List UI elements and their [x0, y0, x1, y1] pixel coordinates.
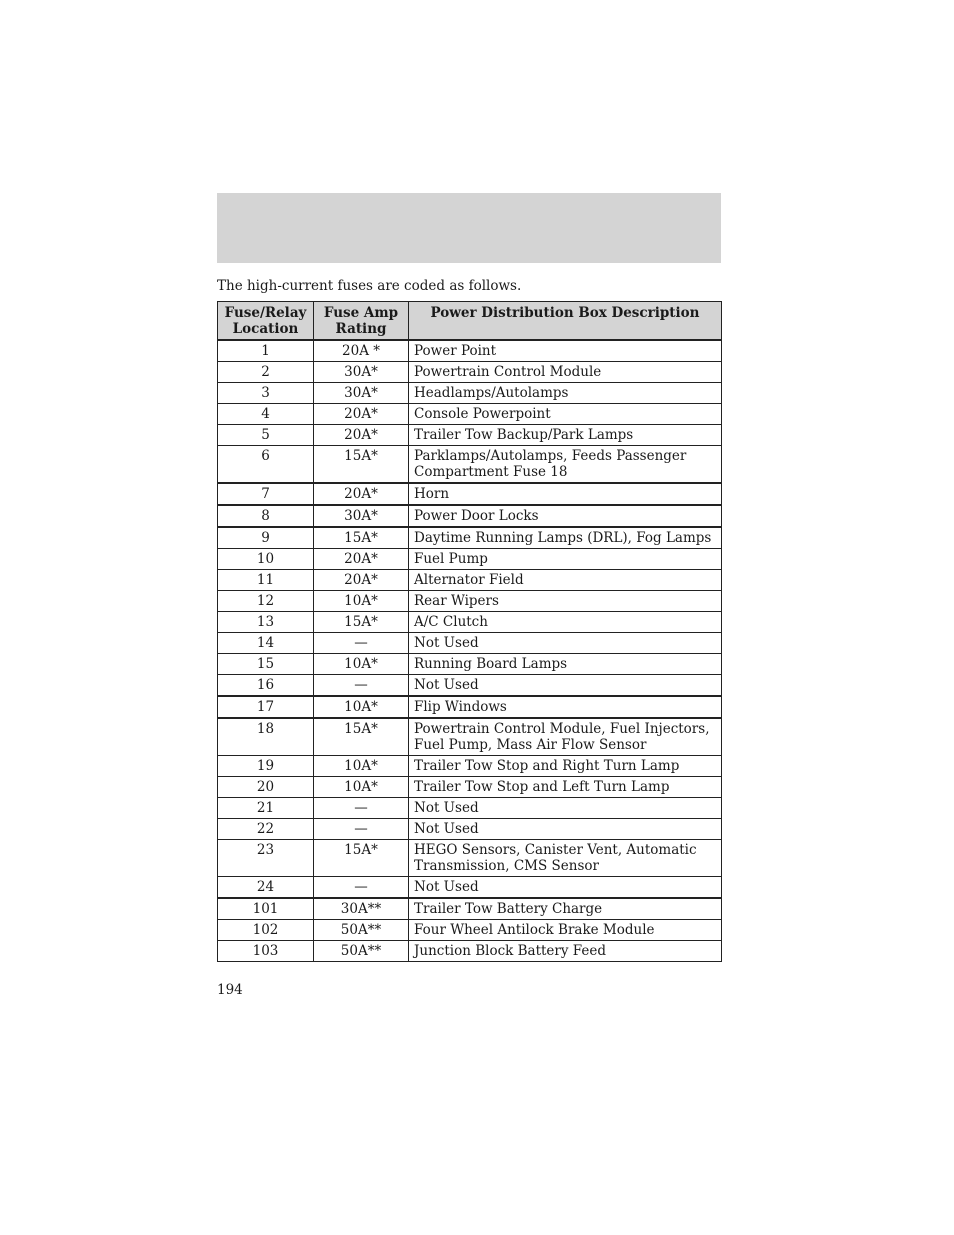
fuse-description-cell: Parklamps/Autolamps, Feeds Passenger Compartment Fuse 18 — [409, 446, 722, 484]
fuse-location-cell: 15 — [218, 654, 314, 675]
fuse-description-cell: Flip Windows — [409, 696, 722, 718]
fuse-location-cell: 22 — [218, 819, 314, 840]
fuse-description-cell: Headlamps/Autolamps — [409, 383, 722, 404]
fuse-description-cell: A/C Clutch — [409, 612, 722, 633]
fuse-amp-cell: 30A* — [314, 362, 409, 383]
fuse-description-cell: Running Board Lamps — [409, 654, 722, 675]
fuse-amp-cell: 20A* — [314, 425, 409, 446]
fuse-amp-cell: 20A* — [314, 570, 409, 591]
header-location — [218, 302, 314, 341]
fuse-description-cell: Horn — [409, 483, 722, 505]
table-row — [218, 425, 722, 446]
table-header-row — [218, 302, 722, 341]
fuse-amp-cell: 20A * — [314, 340, 409, 362]
fuse-amp-cell: — — [314, 798, 409, 819]
fuse-location-cell: 8 — [218, 505, 314, 527]
fuse-location-cell: 10 — [218, 549, 314, 570]
table-row — [218, 798, 722, 819]
fuse-amp-cell: 20A* — [314, 483, 409, 505]
fuse-description-cell: Power Point — [409, 340, 722, 362]
fuse-table — [217, 301, 722, 962]
fuse-location-cell: 2 — [218, 362, 314, 383]
fuse-amp-cell: 20A* — [314, 404, 409, 425]
fuse-amp-cell: 15A* — [314, 718, 409, 756]
fuse-location-cell: 13 — [218, 612, 314, 633]
table-row — [218, 483, 722, 505]
fuse-description-cell: Daytime Running Lamps (DRL), Fog Lamps — [409, 527, 722, 549]
fuse-description-cell: Trailer Tow Stop and Right Turn Lamp — [409, 756, 722, 777]
fuse-amp-cell: — — [314, 633, 409, 654]
fuse-location-cell: 1 — [218, 340, 314, 362]
fuse-location-cell: 18 — [218, 718, 314, 756]
fuse-description-cell: Powertrain Control Module — [409, 362, 722, 383]
fuse-location-cell: 102 — [218, 920, 314, 941]
fuse-location-cell: 24 — [218, 877, 314, 899]
fuse-location-cell: 19 — [218, 756, 314, 777]
fuse-location-cell: 21 — [218, 798, 314, 819]
fuse-amp-cell: 10A* — [314, 696, 409, 718]
table-row — [218, 840, 722, 877]
fuse-description-cell: Junction Block Battery Feed — [409, 941, 722, 962]
fuse-location-cell: 16 — [218, 675, 314, 697]
fuse-description-cell: Not Used — [409, 819, 722, 840]
table-row — [218, 654, 722, 675]
fuse-location-cell: 23 — [218, 840, 314, 877]
fuse-amp-cell: — — [314, 819, 409, 840]
fuse-table-body — [218, 340, 722, 962]
fuse-description-cell: Rear Wipers — [409, 591, 722, 612]
table-row — [218, 920, 722, 941]
fuse-location-cell: 12 — [218, 591, 314, 612]
table-row — [218, 633, 722, 654]
fuse-amp-cell: 10A* — [314, 654, 409, 675]
fuse-amp-cell: 15A* — [314, 527, 409, 549]
fuse-amp-cell: 15A* — [314, 840, 409, 877]
table-row — [218, 675, 722, 697]
header-amp-line1: Fuse Amp — [323, 305, 399, 321]
fuse-description-cell: Powertrain Control Module, Fuel Injectors, Fuel Pump, Mass Air Flow Sensor — [409, 718, 722, 756]
fuse-description-cell: Power Door Locks — [409, 505, 722, 527]
table-row — [218, 941, 722, 962]
fuse-description-cell: Alternator Field — [409, 570, 722, 591]
fuse-description-cell: Not Used — [409, 633, 722, 654]
fuse-amp-cell: — — [314, 675, 409, 697]
table-row — [218, 819, 722, 840]
header-description: Power Distribution Box Description — [409, 302, 722, 341]
header-location-line1: Fuse/Relay — [224, 305, 307, 321]
fuse-description-cell: Console Powerpoint — [409, 404, 722, 425]
fuse-amp-cell: 30A* — [314, 505, 409, 527]
fuse-location-cell: 14 — [218, 633, 314, 654]
fuse-amp-cell: 50A** — [314, 941, 409, 962]
table-row — [218, 383, 722, 404]
fuse-location-cell: 4 — [218, 404, 314, 425]
fuse-amp-cell: 15A* — [314, 446, 409, 484]
table-row — [218, 898, 722, 920]
table-row — [218, 777, 722, 798]
fuse-amp-cell: 20A* — [314, 549, 409, 570]
table-row — [218, 591, 722, 612]
table-row — [218, 612, 722, 633]
fuse-amp-cell: 50A** — [314, 920, 409, 941]
table-row — [218, 446, 722, 484]
header-location-line2: Location — [232, 321, 299, 337]
fuse-amp-cell: 30A* — [314, 383, 409, 404]
fuse-location-cell: 7 — [218, 483, 314, 505]
fuse-description-cell: HEGO Sensors, Canister Vent, Automatic Transmission, CMS Sensor — [409, 840, 722, 877]
table-row — [218, 404, 722, 425]
page-number: 194 — [217, 982, 243, 998]
fuse-description-cell: Trailer Tow Backup/Park Lamps — [409, 425, 722, 446]
fuse-location-cell: 20 — [218, 777, 314, 798]
fuse-description-cell: Trailer Tow Battery Charge — [409, 898, 722, 920]
table-row — [218, 549, 722, 570]
table-row — [218, 718, 722, 756]
fuse-amp-cell: — — [314, 877, 409, 899]
fuse-amp-cell: 10A* — [314, 777, 409, 798]
intro-text: The high-current fuses are coded as follows. — [217, 278, 522, 294]
header-amp-rating — [314, 302, 409, 341]
fuse-description-cell: Not Used — [409, 798, 722, 819]
fuse-location-cell: 17 — [218, 696, 314, 718]
fuse-location-cell: 3 — [218, 383, 314, 404]
fuse-amp-cell: 10A* — [314, 756, 409, 777]
fuse-location-cell: 101 — [218, 898, 314, 920]
fuse-description-cell: Not Used — [409, 877, 722, 899]
fuse-description-cell: Fuel Pump — [409, 549, 722, 570]
fuse-description-cell: Not Used — [409, 675, 722, 697]
fuse-amp-cell: 15A* — [314, 612, 409, 633]
table-row — [218, 570, 722, 591]
table-row — [218, 505, 722, 527]
table-row — [218, 756, 722, 777]
fuse-amp-cell: 10A* — [314, 591, 409, 612]
fuse-location-cell: 103 — [218, 941, 314, 962]
table-row — [218, 527, 722, 549]
fuse-location-cell: 5 — [218, 425, 314, 446]
table-row — [218, 877, 722, 899]
table-row — [218, 340, 722, 362]
section-header-band — [217, 193, 721, 263]
fuse-location-cell: 9 — [218, 527, 314, 549]
fuse-description-cell: Trailer Tow Stop and Left Turn Lamp — [409, 777, 722, 798]
fuse-location-cell: 6 — [218, 446, 314, 484]
fuse-location-cell: 11 — [218, 570, 314, 591]
header-amp-line2: Rating — [335, 321, 387, 337]
table-row — [218, 362, 722, 383]
fuse-amp-cell: 30A** — [314, 898, 409, 920]
fuse-description-cell: Four Wheel Antilock Brake Module — [409, 920, 722, 941]
table-row — [218, 696, 722, 718]
